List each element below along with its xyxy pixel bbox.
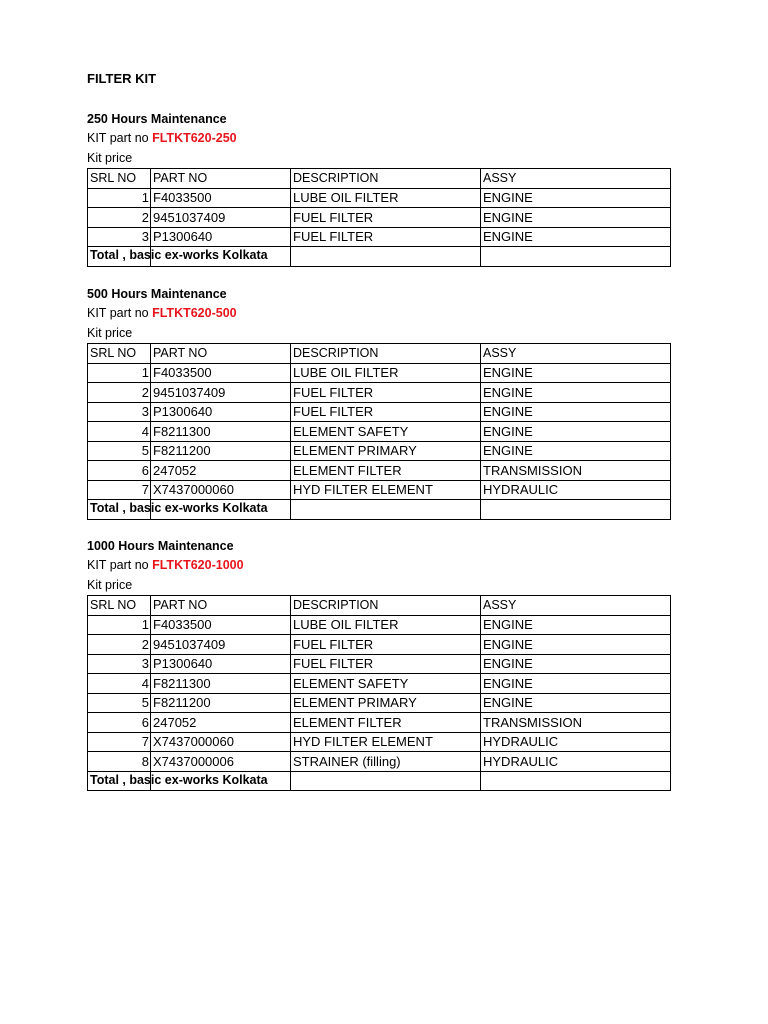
total-value-cell (291, 771, 481, 791)
table-row (88, 422, 671, 442)
cell-part-no: F8211300 (151, 422, 291, 442)
table-header-row (88, 596, 671, 616)
table-row (88, 363, 671, 383)
cell-assy: HYDRAULIC (481, 732, 671, 752)
cell-srl: 7 (88, 732, 151, 752)
cell-srl: 5 (88, 441, 151, 461)
cell-assy: ENGINE (481, 441, 671, 461)
cell-assy: TRANSMISSION (481, 713, 671, 733)
cell-assy: HYDRAULIC (481, 752, 671, 772)
cell-assy: ENGINE (481, 615, 671, 635)
cell-srl: 3 (88, 654, 151, 674)
cell-part-no: P1300640 (151, 227, 291, 247)
cell-assy: ENGINE (481, 363, 671, 383)
cell-description: LUBE OIL FILTER (291, 363, 481, 383)
cell-srl: 6 (88, 461, 151, 481)
maintenance-section (87, 285, 670, 520)
cell-srl: 2 (88, 635, 151, 655)
cell-srl: 1 (88, 363, 151, 383)
cell-assy: ENGINE (481, 227, 671, 247)
table-row (88, 383, 671, 403)
cell-assy: ENGINE (481, 402, 671, 422)
cell-description: ELEMENT FILTER (291, 461, 481, 481)
cell-part-no: 9451037409 (151, 208, 291, 228)
total-empty-cell (481, 247, 671, 267)
total-label-cell (88, 500, 268, 520)
table-row (88, 693, 671, 713)
kit-price-label: Kit price (87, 577, 133, 592)
total-label: Total , basic ex-works Kolkata (90, 772, 268, 787)
header-assy: ASSY (481, 344, 671, 364)
table-header-row (88, 169, 671, 189)
table-row (88, 402, 671, 422)
cell-assy: HYDRAULIC (481, 480, 671, 500)
kit-part-number: FLTKT620-250 (152, 131, 237, 145)
cell-description: FUEL FILTER (291, 402, 481, 422)
header-assy: ASSY (481, 169, 671, 189)
maintenance-section (87, 110, 670, 267)
table-row (88, 654, 671, 674)
cell-srl: 8 (88, 752, 151, 772)
cell-description: FUEL FILTER (291, 208, 481, 228)
kit-part-line (87, 556, 670, 576)
cell-part-no: P1300640 (151, 402, 291, 422)
cell-part-no: 9451037409 (151, 383, 291, 403)
kit-part-label: KIT part no (87, 306, 149, 320)
table-row (88, 752, 671, 772)
cell-description: FUEL FILTER (291, 635, 481, 655)
cell-part-no: X7437000060 (151, 480, 291, 500)
cell-description: LUBE OIL FILTER (291, 188, 481, 208)
kit-part-line (87, 304, 670, 324)
cell-part-no: P1300640 (151, 654, 291, 674)
kit-part-label: KIT part no (87, 558, 149, 572)
cell-assy: TRANSMISSION (481, 461, 671, 481)
cell-assy: ENGINE (481, 693, 671, 713)
cell-part-no: F8211200 (151, 441, 291, 461)
cell-srl: 1 (88, 615, 151, 635)
header-assy: ASSY (481, 596, 671, 616)
cell-assy: ENGINE (481, 654, 671, 674)
cell-description: LUBE OIL FILTER (291, 615, 481, 635)
section-heading: 500 Hours Maintenance (87, 287, 227, 301)
section-heading: 250 Hours Maintenance (87, 112, 227, 126)
cell-description: ELEMENT PRIMARY (291, 693, 481, 713)
kit-part-label: KIT part no (87, 131, 149, 145)
cell-part-no: F8211200 (151, 693, 291, 713)
cell-part-no: F4033500 (151, 615, 291, 635)
cell-part-no: F4033500 (151, 363, 291, 383)
cell-description: HYD FILTER ELEMENT (291, 732, 481, 752)
cell-part-no: F8211300 (151, 674, 291, 694)
cell-part-no: X7437000006 (151, 752, 291, 772)
cell-assy: ENGINE (481, 188, 671, 208)
header-description: DESCRIPTION (291, 596, 481, 616)
header-description: DESCRIPTION (291, 169, 481, 189)
total-label-cell (88, 771, 268, 791)
cell-srl: 2 (88, 383, 151, 403)
cell-srl: 2 (88, 208, 151, 228)
header-srl-no: SRL NO (88, 344, 151, 364)
cell-description: ELEMENT PRIMARY (291, 441, 481, 461)
cell-part-no: 9451037409 (151, 635, 291, 655)
cell-part-no: 247052 (151, 461, 291, 481)
cell-srl: 3 (88, 402, 151, 422)
cell-assy: ENGINE (481, 208, 671, 228)
cell-assy: ENGINE (481, 635, 671, 655)
table-header-row (88, 344, 671, 364)
table-row (88, 188, 671, 208)
table-row (88, 635, 671, 655)
total-label: Total , basic ex-works Kolkata (90, 501, 268, 515)
cell-description: FUEL FILTER (291, 383, 481, 403)
kit-price-label: Kit price (87, 150, 133, 165)
total-empty-cell (481, 771, 671, 791)
total-row (88, 771, 671, 791)
parts-table (87, 595, 671, 791)
table-row (88, 713, 671, 733)
header-srl-no: SRL NO (88, 169, 151, 189)
kit-part-line (87, 129, 670, 149)
table-row (88, 732, 671, 752)
cell-srl: 7 (88, 480, 151, 500)
header-srl-no: SRL NO (88, 596, 151, 616)
cell-assy: ENGINE (481, 674, 671, 694)
total-empty-cell (481, 500, 671, 520)
cell-srl: 4 (88, 422, 151, 442)
cell-assy: ENGINE (481, 422, 671, 442)
cell-part-no: 247052 (151, 713, 291, 733)
total-value-cell (291, 500, 481, 520)
cell-srl: 6 (88, 713, 151, 733)
table-row (88, 480, 671, 500)
cell-description: ELEMENT SAFETY (291, 422, 481, 442)
cell-srl: 1 (88, 188, 151, 208)
table-row (88, 227, 671, 247)
cell-description: STRAINER (filling) (291, 752, 481, 772)
cell-description: FUEL FILTER (291, 654, 481, 674)
header-part-no: PART NO (151, 169, 291, 189)
cell-assy: ENGINE (481, 383, 671, 403)
table-row (88, 674, 671, 694)
parts-table (87, 168, 671, 267)
maintenance-section (87, 537, 670, 791)
cell-srl: 3 (88, 227, 151, 247)
cell-description: HYD FILTER ELEMENT (291, 480, 481, 500)
total-label-cell (88, 247, 268, 267)
table-row (88, 441, 671, 461)
cell-description: ELEMENT FILTER (291, 713, 481, 733)
total-row (88, 247, 671, 267)
section-heading: 1000 Hours Maintenance (87, 539, 234, 553)
kit-part-number: FLTKT620-1000 (152, 558, 244, 572)
header-part-no: PART NO (151, 344, 291, 364)
cell-description: ELEMENT SAFETY (291, 674, 481, 694)
total-row (88, 500, 671, 520)
parts-table (87, 343, 671, 520)
table-row (88, 461, 671, 481)
cell-description: FUEL FILTER (291, 227, 481, 247)
total-value-cell (291, 247, 481, 267)
kit-part-number: FLTKT620-500 (152, 306, 237, 320)
kit-price-label: Kit price (87, 325, 133, 340)
header-description: DESCRIPTION (291, 344, 481, 364)
header-part-no: PART NO (151, 596, 291, 616)
table-row (88, 615, 671, 635)
cell-srl: 4 (88, 674, 151, 694)
cell-part-no: X7437000060 (151, 732, 291, 752)
total-label: Total , basic ex-works Kolkata (90, 248, 268, 262)
cell-srl: 5 (88, 693, 151, 713)
table-row (88, 208, 671, 228)
document-title: FILTER KIT (87, 71, 157, 86)
cell-part-no: F4033500 (151, 188, 291, 208)
